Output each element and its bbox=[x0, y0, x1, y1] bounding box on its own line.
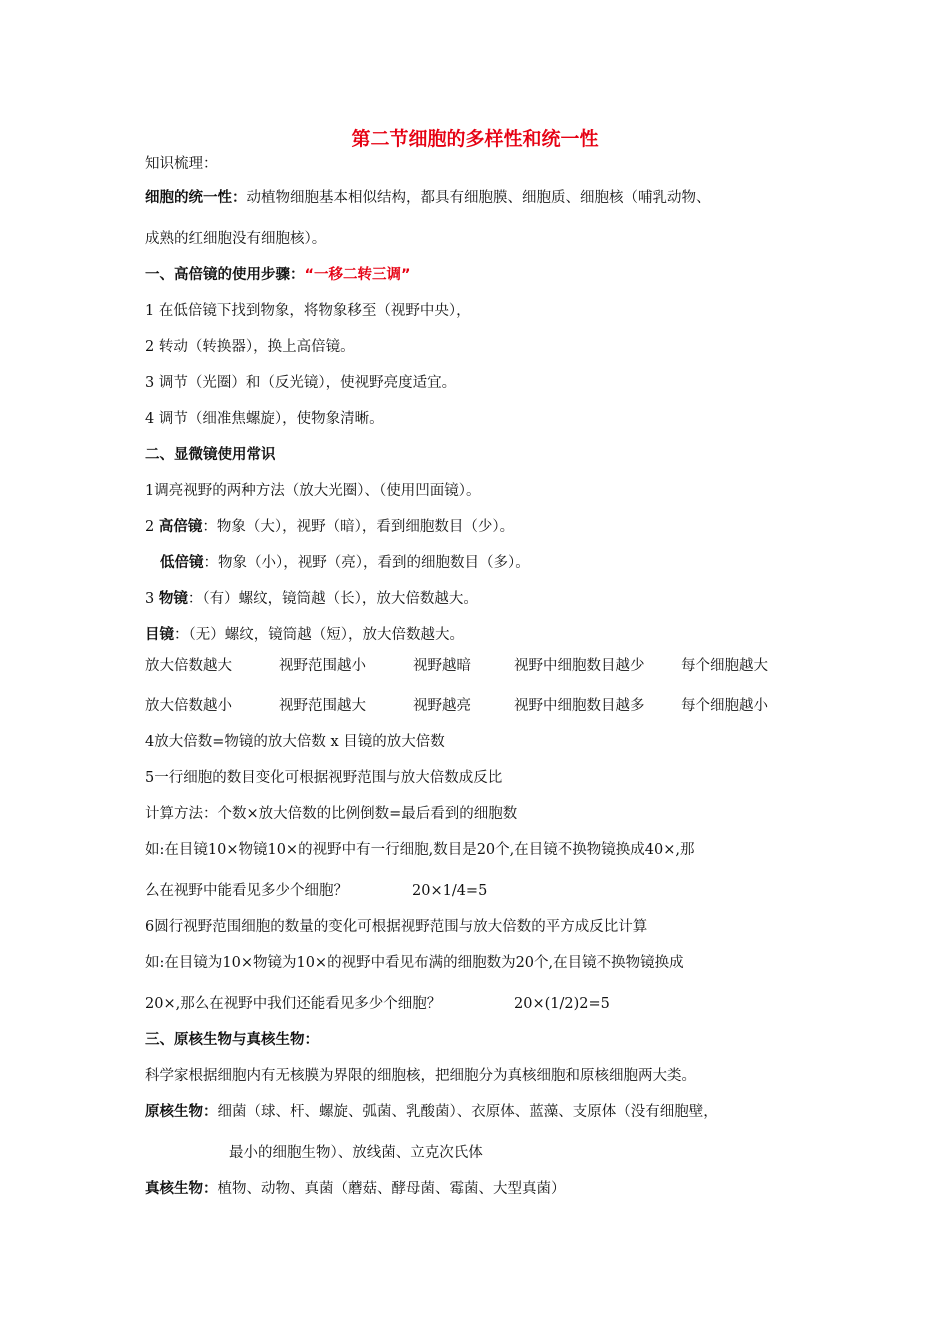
low-power-label: 低倍镜 bbox=[160, 555, 204, 571]
eukaryote-label: 真核生物： bbox=[145, 1181, 218, 1197]
prokaryote-line-1 bbox=[145, 1102, 718, 1122]
row-rule: 5一行细胞的数目变化可根据视野范围与放大倍数成反比 bbox=[145, 770, 503, 786]
unity-line-2: 成熟的红细胞没有细胞核）。 bbox=[145, 231, 327, 247]
table-cell: 视野范围越小 bbox=[279, 658, 366, 674]
objective-label: 物镜 bbox=[158, 591, 188, 607]
step-2: 2 转动（转换器），换上高倍镜。 bbox=[145, 339, 355, 355]
eukaryote-line bbox=[145, 1179, 566, 1199]
page-title: 第二节细胞的多样性和统一性 bbox=[351, 128, 599, 150]
objective-prefix: 3 bbox=[145, 591, 159, 607]
unity-line-1 bbox=[145, 188, 711, 208]
example-1-line-2: 么在视野中能看见多少个细胞？ bbox=[145, 883, 348, 899]
example-1-line-1: 如:在目镜10×物镜10×的视野中有一行细胞,数目是20个,在目镜不换物镜换成40×,那 bbox=[145, 842, 695, 858]
table-cell: 每个细胞越小 bbox=[681, 698, 768, 714]
objective-text: ：（有）螺纹，镜筒越（长），放大倍数越大。 bbox=[187, 591, 478, 607]
table-cell: 视野中细胞数目越少 bbox=[514, 658, 645, 674]
eyepiece-text: ：（无）螺纹，镜筒越（短），放大倍数越大。 bbox=[174, 627, 464, 643]
classification-intro: 科学家根据细胞内有无核膜为界限的细胞核，把细胞分为真核细胞和原核细胞两大类。 bbox=[145, 1068, 696, 1084]
prokaryote-line-2: 最小的细胞生物）、放线菌、立克次氏体 bbox=[229, 1145, 483, 1161]
section2-heading: 二、显微镜使用常识 bbox=[145, 447, 276, 463]
example-2-line-2: 20×,那么在视野中我们还能看见多少个细胞？ bbox=[145, 996, 442, 1012]
section1-heading bbox=[145, 265, 411, 285]
eukaryote-text: 植物、动物、真菌（蘑菇、酵母菌、霉菌、大型真菌） bbox=[217, 1181, 566, 1197]
prokaryote-label: 原核生物： bbox=[145, 1104, 218, 1120]
table-cell: 视野中细胞数目越多 bbox=[514, 698, 645, 714]
table-cell: 放大倍数越大 bbox=[145, 658, 232, 674]
circle-rule: 6圆行视野范围细胞的数量的变化可根据视野范围与放大倍数的平方成反比计算 bbox=[145, 919, 648, 935]
low-power-text: ：物象（小），视野（亮），看到的细胞数目（多）。 bbox=[203, 555, 530, 571]
section1-highlight: “一移二转三调” bbox=[304, 267, 411, 283]
table-cell: 视野越暗 bbox=[413, 658, 471, 674]
step-3: 3 调节（光圈）和（反光镜），使视野亮度适宜。 bbox=[145, 375, 457, 391]
high-power-line bbox=[145, 517, 514, 537]
low-power-line bbox=[160, 553, 530, 573]
example-2-line-1: 如:在目镜为10×物镜为10×的视野中看见布满的细胞数为20个,在目镜不换物镜换成 bbox=[145, 955, 684, 971]
high-prefix: 2 bbox=[145, 519, 159, 535]
table-cell: 视野范围越大 bbox=[279, 698, 366, 714]
table-cell: 视野越亮 bbox=[413, 698, 471, 714]
step-4: 4 调节（细准焦螺旋），使物象清晰。 bbox=[145, 411, 384, 427]
section3-heading: 三、原核生物与真核生物： bbox=[145, 1032, 319, 1048]
table-cell: 放大倍数越小 bbox=[145, 698, 232, 714]
unity-text-1: 动植物细胞基本相似结构，都具有细胞膜、细胞质、细胞核（哺乳动物、 bbox=[246, 190, 711, 206]
step-1: 1 在低倍镜下找到物象，将物象移至（视野中央）， bbox=[145, 303, 471, 319]
magnification-formula: 4放大倍数=物镜的放大倍数 x 目镜的放大倍数 bbox=[145, 734, 445, 750]
unity-label: 细胞的统一性： bbox=[145, 190, 247, 206]
calc-method: 计算方法：个数×放大倍数的比例倒数=最后看到的细胞数 bbox=[145, 806, 518, 822]
section1-heading-text: 一、高倍镜的使用步骤： bbox=[145, 267, 305, 283]
high-power-text: ：物象（大），视野（暗），看到细胞数目（少）。 bbox=[202, 519, 515, 535]
table-cell: 每个细胞越大 bbox=[681, 658, 768, 674]
example-1-answer: 20×1/4=5 bbox=[412, 883, 488, 899]
prokaryote-text-1: 细菌（球、杆、螺旋、弧菌、乳酸菌）、衣原体、蓝藻、支原体（没有细胞壁， bbox=[217, 1104, 718, 1120]
eyepiece-line bbox=[145, 625, 464, 645]
eyepiece-label: 目镜 bbox=[145, 627, 174, 643]
example-2-answer: 20×(1/2)2=5 bbox=[514, 996, 610, 1012]
intro-label: 知识梳理： bbox=[145, 156, 218, 172]
brighten-line: 1调亮视野的两种方法（放大光圈）、（使用凹面镜）。 bbox=[145, 483, 481, 499]
high-power-label: 高倍镜 bbox=[158, 519, 203, 535]
objective-line bbox=[145, 589, 478, 609]
